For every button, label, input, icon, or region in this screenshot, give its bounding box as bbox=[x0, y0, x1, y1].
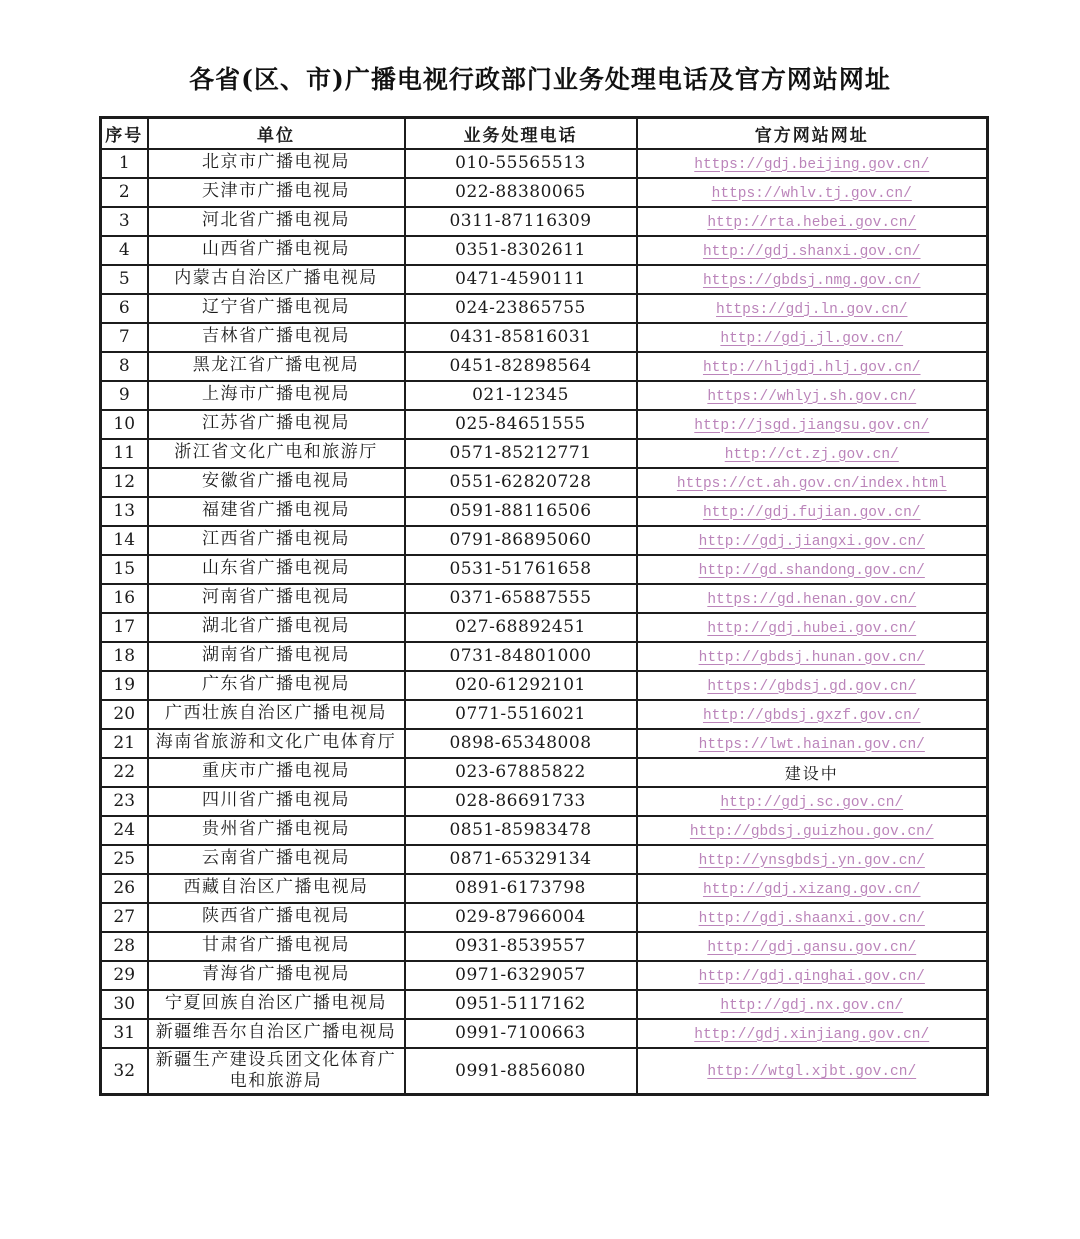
phone-number: 0771-5516021 bbox=[405, 700, 637, 729]
website-link[interactable]: http://ynsgbdsj.yn.gov.cn/ bbox=[698, 852, 925, 869]
phone-number: 0351-8302611 bbox=[405, 236, 637, 265]
website-link[interactable]: https://whlyj.sh.gov.cn/ bbox=[707, 388, 917, 405]
phone-number: 021-12345 bbox=[405, 381, 637, 410]
website-cell bbox=[637, 816, 988, 845]
website-link[interactable]: http://gbdsj.guizhou.gov.cn/ bbox=[689, 823, 934, 840]
unit-name: 山东省广播电视局 bbox=[148, 555, 405, 584]
website-link[interactable]: https://whlv.tj.gov.cn/ bbox=[711, 185, 912, 202]
table-row bbox=[101, 990, 988, 1019]
unit-name: 河北省广播电视局 bbox=[148, 207, 405, 236]
row-index: 32 bbox=[101, 1048, 148, 1095]
col-header-phone: 业务处理电话 bbox=[405, 118, 637, 149]
table-row bbox=[101, 874, 988, 903]
row-index: 12 bbox=[101, 468, 148, 497]
website-cell bbox=[637, 439, 988, 468]
table-row bbox=[101, 468, 988, 497]
website-cell bbox=[637, 990, 988, 1019]
table-row bbox=[101, 816, 988, 845]
table-row bbox=[101, 207, 988, 236]
website-cell bbox=[637, 845, 988, 874]
website-cell bbox=[637, 613, 988, 642]
row-index: 21 bbox=[101, 729, 148, 758]
website-cell bbox=[637, 700, 988, 729]
website-link[interactable]: http://gdj.gansu.gov.cn/ bbox=[707, 939, 917, 956]
table-row bbox=[101, 787, 988, 816]
website-cell bbox=[637, 874, 988, 903]
website-cell bbox=[637, 236, 988, 265]
phone-number: 024-23865755 bbox=[405, 294, 637, 323]
unit-name: 西藏自治区广播电视局 bbox=[148, 874, 405, 903]
row-index: 10 bbox=[101, 410, 148, 439]
phone-number: 0431-85816031 bbox=[405, 323, 637, 352]
website-cell bbox=[637, 903, 988, 932]
phone-number: 0991-8856080 bbox=[405, 1048, 637, 1095]
website-link[interactable]: http://gdj.shanxi.gov.cn/ bbox=[702, 243, 921, 260]
row-index: 24 bbox=[101, 816, 148, 845]
row-index: 1 bbox=[101, 149, 148, 178]
website-link[interactable]: http://gdj.fujian.gov.cn/ bbox=[702, 504, 921, 521]
website-cell bbox=[637, 758, 988, 787]
row-index: 7 bbox=[101, 323, 148, 352]
table-row bbox=[101, 932, 988, 961]
phone-number: 028-86691733 bbox=[405, 787, 637, 816]
table-row bbox=[101, 381, 988, 410]
unit-name: 天津市广播电视局 bbox=[148, 178, 405, 207]
col-header-unit: 单位 bbox=[148, 118, 405, 149]
website-link[interactable]: https://gdj.ln.gov.cn/ bbox=[716, 301, 908, 318]
website-link[interactable]: https://gbdsj.gd.gov.cn/ bbox=[707, 678, 917, 695]
unit-name: 海南省旅游和文化广电体育厅 bbox=[148, 729, 405, 758]
website-cell bbox=[637, 149, 988, 178]
website-cell bbox=[637, 584, 988, 613]
table-row bbox=[101, 903, 988, 932]
table-row bbox=[101, 526, 988, 555]
row-index: 30 bbox=[101, 990, 148, 1019]
contacts-table bbox=[99, 116, 989, 1096]
phone-number: 0731-84801000 bbox=[405, 642, 637, 671]
website-link[interactable]: http://gd.shandong.gov.cn/ bbox=[698, 562, 925, 579]
website-link[interactable]: http://gbdsj.gxzf.gov.cn/ bbox=[702, 707, 921, 724]
page-title: 各省(区、市)广播电视行政部门业务处理电话及官方网站网址 bbox=[189, 65, 891, 94]
website-link[interactable]: http://gdj.xizang.gov.cn/ bbox=[702, 881, 921, 898]
website-cell bbox=[637, 265, 988, 294]
website-link[interactable]: http://gdj.shaanxi.gov.cn/ bbox=[698, 910, 925, 927]
website-cell bbox=[637, 323, 988, 352]
row-index: 6 bbox=[101, 294, 148, 323]
row-index: 15 bbox=[101, 555, 148, 584]
phone-number: 0931-8539557 bbox=[405, 932, 637, 961]
unit-name: 新疆生产建设兵团文化体育广电和旅游局 bbox=[148, 1048, 405, 1095]
table-row bbox=[101, 323, 988, 352]
table-row bbox=[101, 845, 988, 874]
phone-number: 023-67885822 bbox=[405, 758, 637, 787]
row-index: 22 bbox=[101, 758, 148, 787]
website-link[interactable]: https://lwt.hainan.gov.cn/ bbox=[698, 736, 925, 753]
website-link[interactable]: https://ct.ah.gov.cn/index.html bbox=[676, 475, 947, 492]
unit-name: 陕西省广播电视局 bbox=[148, 903, 405, 932]
row-index: 17 bbox=[101, 613, 148, 642]
website-link[interactable]: https://gd.henan.gov.cn/ bbox=[707, 591, 917, 608]
table-row bbox=[101, 584, 988, 613]
row-index: 16 bbox=[101, 584, 148, 613]
website-link[interactable]: http://wtgl.xjbt.gov.cn/ bbox=[707, 1064, 917, 1081]
table-row bbox=[101, 149, 988, 178]
website-status: 建设中 bbox=[784, 763, 839, 783]
unit-name: 四川省广播电视局 bbox=[148, 787, 405, 816]
table-row bbox=[101, 671, 988, 700]
website-link[interactable]: http://rta.hebei.gov.cn/ bbox=[707, 214, 917, 231]
unit-name: 上海市广播电视局 bbox=[148, 381, 405, 410]
phone-number: 0371-65887555 bbox=[405, 584, 637, 613]
unit-name: 浙江省文化广电和旅游厅 bbox=[148, 439, 405, 468]
website-cell bbox=[637, 1048, 988, 1095]
phone-number: 029-87966004 bbox=[405, 903, 637, 932]
col-header-index: 序号 bbox=[101, 118, 148, 149]
phone-number: 0591-88116506 bbox=[405, 497, 637, 526]
phone-number: 022-88380065 bbox=[405, 178, 637, 207]
unit-name: 广西壮族自治区广播电视局 bbox=[148, 700, 405, 729]
phone-number: 025-84651555 bbox=[405, 410, 637, 439]
phone-number: 020-61292101 bbox=[405, 671, 637, 700]
row-index: 3 bbox=[101, 207, 148, 236]
table-row bbox=[101, 613, 988, 642]
phone-number: 010-55565513 bbox=[405, 149, 637, 178]
table-row bbox=[101, 1019, 988, 1048]
row-index: 18 bbox=[101, 642, 148, 671]
phone-number: 027-68892451 bbox=[405, 613, 637, 642]
website-cell bbox=[637, 178, 988, 207]
website-cell bbox=[637, 294, 988, 323]
table-row bbox=[101, 294, 988, 323]
website-cell bbox=[637, 1019, 988, 1048]
website-link[interactable]: https://gdj.beijing.gov.cn/ bbox=[694, 156, 930, 173]
row-index: 26 bbox=[101, 874, 148, 903]
website-cell bbox=[637, 671, 988, 700]
table-row bbox=[101, 410, 988, 439]
phone-number: 0551-62820728 bbox=[405, 468, 637, 497]
table-row bbox=[101, 497, 988, 526]
website-link[interactable]: http://jsgd.jiangsu.gov.cn/ bbox=[694, 417, 930, 434]
phone-number: 0791-86895060 bbox=[405, 526, 637, 555]
website-cell bbox=[637, 555, 988, 584]
website-link[interactable]: http://gdj.nx.gov.cn/ bbox=[720, 997, 904, 1014]
table-row bbox=[101, 1048, 988, 1095]
row-index: 2 bbox=[101, 178, 148, 207]
unit-name: 吉林省广播电视局 bbox=[148, 323, 405, 352]
row-index: 20 bbox=[101, 700, 148, 729]
row-index: 28 bbox=[101, 932, 148, 961]
website-cell bbox=[637, 497, 988, 526]
website-cell bbox=[637, 642, 988, 671]
row-index: 27 bbox=[101, 903, 148, 932]
row-index: 4 bbox=[101, 236, 148, 265]
website-link[interactable]: http://gdj.xinjiang.gov.cn/ bbox=[694, 1026, 930, 1043]
unit-name: 重庆市广播电视局 bbox=[148, 758, 405, 787]
phone-number: 0571-85212771 bbox=[405, 439, 637, 468]
row-index: 9 bbox=[101, 381, 148, 410]
website-link[interactable]: http://gdj.hubei.gov.cn/ bbox=[707, 620, 917, 637]
table-row bbox=[101, 352, 988, 381]
phone-number: 0871-65329134 bbox=[405, 845, 637, 874]
website-cell bbox=[637, 207, 988, 236]
unit-name: 云南省广播电视局 bbox=[148, 845, 405, 874]
table-row bbox=[101, 758, 988, 787]
row-index: 13 bbox=[101, 497, 148, 526]
unit-name: 内蒙古自治区广播电视局 bbox=[148, 265, 405, 294]
table-body bbox=[101, 149, 988, 1095]
website-link[interactable]: https://gbdsj.nmg.gov.cn/ bbox=[702, 272, 921, 289]
row-index: 19 bbox=[101, 671, 148, 700]
website-cell bbox=[637, 729, 988, 758]
website-link[interactable]: http://gdj.qinghai.gov.cn/ bbox=[698, 968, 925, 985]
website-link[interactable]: http://gdj.jiangxi.gov.cn/ bbox=[698, 533, 925, 550]
col-header-website: 官方网站网址 bbox=[637, 118, 988, 149]
row-index: 14 bbox=[101, 526, 148, 555]
website-link[interactable]: http://gdj.sc.gov.cn/ bbox=[720, 794, 904, 811]
unit-name: 江苏省广播电视局 bbox=[148, 410, 405, 439]
phone-number: 0851-85983478 bbox=[405, 816, 637, 845]
table-row bbox=[101, 700, 988, 729]
table-row bbox=[101, 642, 988, 671]
website-link[interactable]: http://ct.zj.gov.cn/ bbox=[724, 446, 899, 463]
unit-name: 山西省广播电视局 bbox=[148, 236, 405, 265]
website-cell bbox=[637, 468, 988, 497]
website-cell bbox=[637, 352, 988, 381]
website-cell bbox=[637, 526, 988, 555]
table-row bbox=[101, 961, 988, 990]
unit-name: 湖南省广播电视局 bbox=[148, 642, 405, 671]
row-index: 5 bbox=[101, 265, 148, 294]
unit-name: 广东省广播电视局 bbox=[148, 671, 405, 700]
website-link[interactable]: http://hljgdj.hlj.gov.cn/ bbox=[702, 359, 921, 376]
unit-name: 贵州省广播电视局 bbox=[148, 816, 405, 845]
phone-number: 0891-6173798 bbox=[405, 874, 637, 903]
table-row bbox=[101, 555, 988, 584]
website-cell bbox=[637, 932, 988, 961]
table-row bbox=[101, 236, 988, 265]
table-row bbox=[101, 729, 988, 758]
row-index: 25 bbox=[101, 845, 148, 874]
unit-name: 青海省广播电视局 bbox=[148, 961, 405, 990]
unit-name: 黑龙江省广播电视局 bbox=[148, 352, 405, 381]
unit-name: 福建省广播电视局 bbox=[148, 497, 405, 526]
header-row bbox=[101, 118, 988, 149]
table-row bbox=[101, 178, 988, 207]
phone-number: 0971-6329057 bbox=[405, 961, 637, 990]
phone-number: 0951-5117162 bbox=[405, 990, 637, 1019]
website-link[interactable]: http://gbdsj.hunan.gov.cn/ bbox=[698, 649, 925, 666]
phone-number: 0898-65348008 bbox=[405, 729, 637, 758]
phone-number: 0451-82898564 bbox=[405, 352, 637, 381]
phone-number: 0311-87116309 bbox=[405, 207, 637, 236]
unit-name: 甘肃省广播电视局 bbox=[148, 932, 405, 961]
unit-name: 江西省广播电视局 bbox=[148, 526, 405, 555]
website-cell bbox=[637, 381, 988, 410]
row-index: 31 bbox=[101, 1019, 148, 1048]
unit-name: 新疆维吾尔自治区广播电视局 bbox=[148, 1019, 405, 1048]
unit-name: 辽宁省广播电视局 bbox=[148, 294, 405, 323]
phone-number: 0531-51761658 bbox=[405, 555, 637, 584]
table-row bbox=[101, 439, 988, 468]
phone-number: 0471-4590111 bbox=[405, 265, 637, 294]
unit-name: 宁夏回族自治区广播电视局 bbox=[148, 990, 405, 1019]
unit-name: 安徽省广播电视局 bbox=[148, 468, 405, 497]
website-cell bbox=[637, 410, 988, 439]
table-row bbox=[101, 265, 988, 294]
website-link[interactable]: http://gdj.jl.gov.cn/ bbox=[720, 330, 904, 347]
row-index: 11 bbox=[101, 439, 148, 468]
unit-name: 北京市广播电视局 bbox=[148, 149, 405, 178]
row-index: 8 bbox=[101, 352, 148, 381]
phone-number: 0991-7100663 bbox=[405, 1019, 637, 1048]
website-cell bbox=[637, 787, 988, 816]
website-cell bbox=[637, 961, 988, 990]
row-index: 29 bbox=[101, 961, 148, 990]
row-index: 23 bbox=[101, 787, 148, 816]
unit-name: 河南省广播电视局 bbox=[148, 584, 405, 613]
unit-name: 湖北省广播电视局 bbox=[148, 613, 405, 642]
